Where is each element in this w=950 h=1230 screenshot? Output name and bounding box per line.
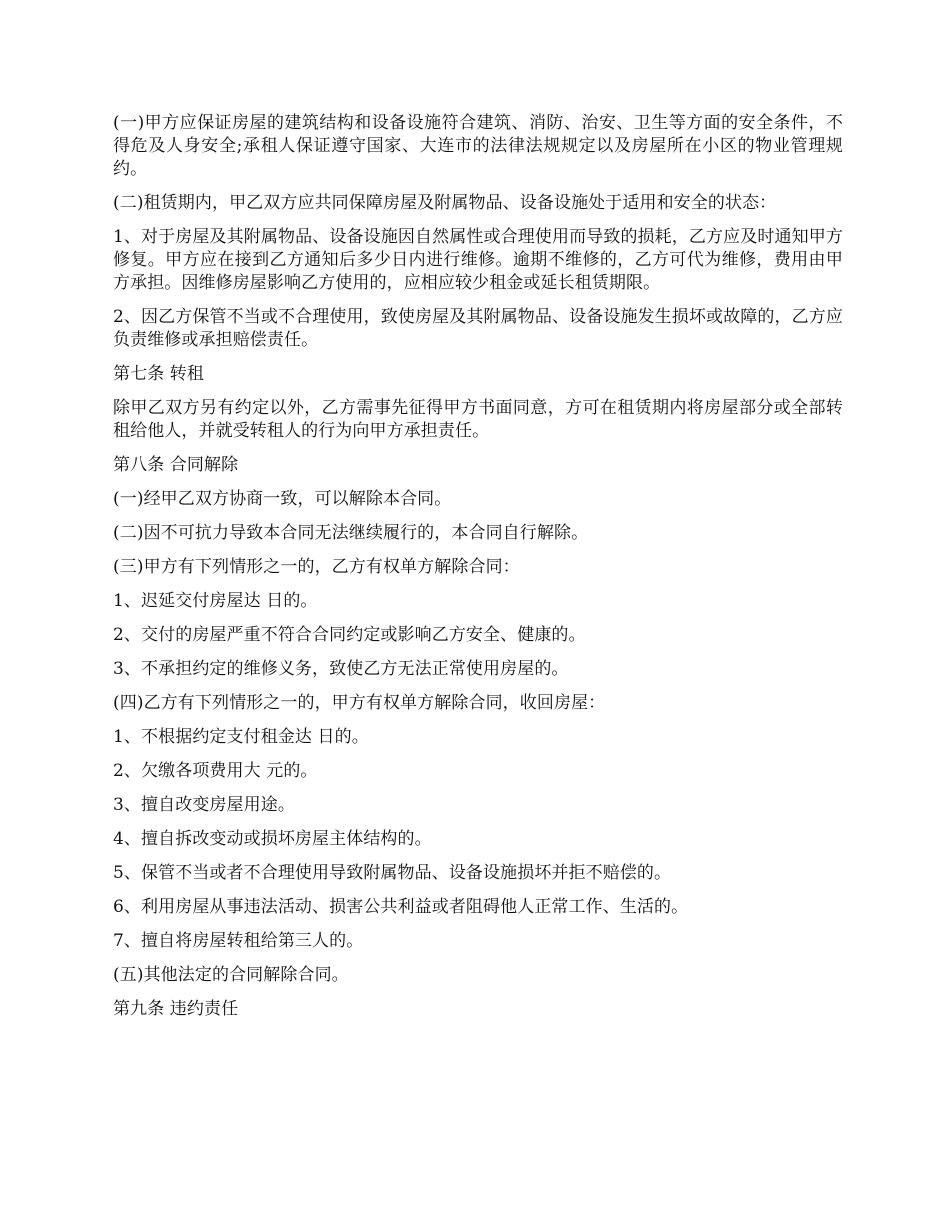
document-body: [113, 112, 843, 1032]
paragraph-termination-force-majeure: (二)因不可抗力导致本合同无法继续履行的，本合同自行解除。: [113, 523, 589, 543]
section-heading-sublease: 第七条 转租: [113, 364, 205, 384]
section-heading-liability: 第九条 违约责任: [113, 999, 239, 1019]
paragraph-repair-improper-use: 2、因乙方保管不当或不合理使用，致使房屋及其附属物品、设备设施发生损坏或故障的，乙方应负责维修或承担赔偿责任。: [113, 307, 843, 350]
list-item: 5、保管不当或者不合理使用导致附属物品、设备设施损坏并拒不赔偿的。: [113, 863, 672, 883]
list-item: 4、擅自拆改变动或损坏房屋主体结构的。: [113, 829, 432, 849]
paragraph-lease-period-obligations: (二)租赁期内，甲乙双方应共同保障房屋及附属物品、设备设施处于适用和安全的状态：: [113, 193, 777, 213]
section-heading-termination: 第八条 合同解除: [113, 455, 239, 475]
paragraph-termination-by-tenant: (三)甲方有下列情形之一的，乙方有权单方解除合同：: [113, 557, 520, 577]
list-item: 2、交付的房屋严重不符合合同约定或影响乙方安全、健康的。: [113, 625, 586, 645]
list-item: 7、擅自将房屋转租给第三人的。: [113, 931, 364, 951]
list-item: 3、擅自改变房屋用途。: [113, 795, 295, 815]
paragraph-termination-mutual: (一)经甲乙双方协商一致，可以解除本合同。: [113, 489, 452, 509]
paragraph-other-termination: (五)其他法定的合同解除合同。: [113, 965, 349, 985]
list-item: 1、迟延交付房屋达 日的。: [113, 591, 318, 611]
paragraph-termination-by-landlord: (四)乙方有下列情形之一的，甲方有权单方解除合同，收回房屋：: [113, 693, 606, 713]
paragraph-safety-conditions: (一)甲方应保证房屋的建筑结构和设备设施符合建筑、消防、治安、卫生等方面的安全条件，不得危及人身安全;承租人保证遵守国家、大连市的法律法规规定以及房屋所在小区的物业管理规约。: [113, 113, 843, 179]
paragraph-sublease-terms: 除甲乙双方另有约定以外，乙方需事先征得甲方书面同意，方可在租赁期内将房屋部分或全部转租给他人，并就受转租人的行为向甲方承担责任。: [113, 398, 843, 441]
list-item: 3、不承担约定的维修义务，致使乙方无法正常使用房屋的。: [113, 659, 569, 679]
list-item: 2、欠缴各项费用大 元的。: [113, 761, 318, 781]
list-item: 1、不根据约定支付租金达 日的。: [113, 727, 369, 747]
list-item: 6、利用房屋从事违法活动、损害公共利益或者阻碍他人正常工作、生活的。: [113, 897, 689, 917]
paragraph-repair-natural-wear: 1、对于房屋及其附属物品、设备设施因自然属性或合理使用而导致的损耗，乙方应及时通知甲方修复。甲方应在接到乙方通知后多少日内进行维修。逾期不维修的，乙方可代为维修，费用由甲方承担。因维修房屋影响乙方使用的，应相应较少租金或延长租赁期限。: [113, 227, 843, 293]
